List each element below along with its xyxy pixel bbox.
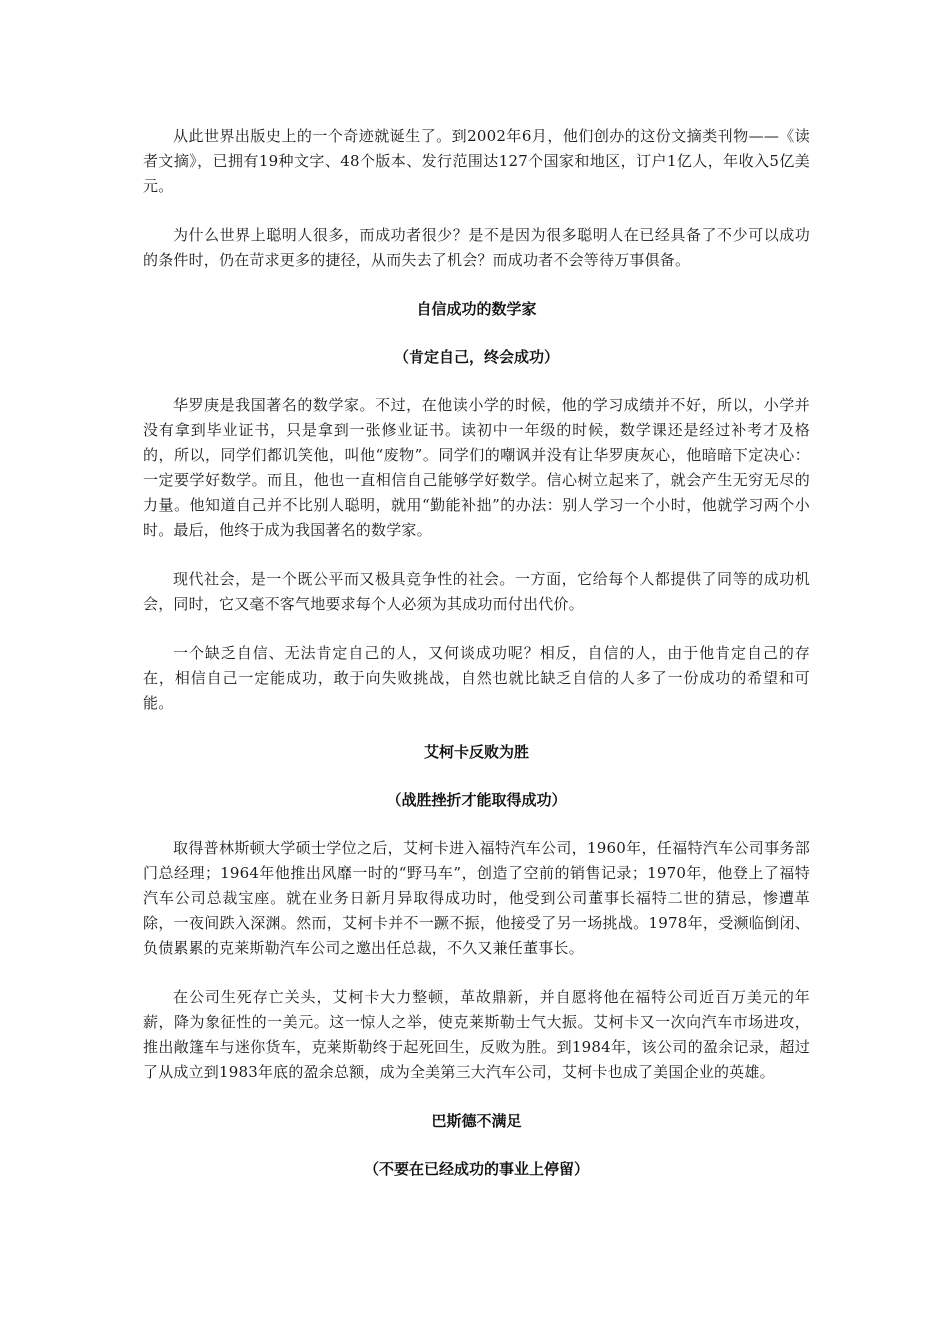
section-subtitle-affirm-yourself: （肯定自己，终会成功） [393,348,559,366]
section-subtitle-dont-stop: （不要在已经成功的事业上停留） [363,1160,589,1178]
document-page [143,124,810,1205]
section-subtitle-overcome-setbacks: （战胜挫折才能取得成功） [386,791,567,809]
paragraph-modern-society: 现代社会，是一个既公平而又极具竞争性的社会。一方面，它给每个人都提供了同等的成功机会，同时，它又毫不客气地要求每个人必须为其成功而付出代价。 [143,570,810,613]
paragraph-hua-luogeng: 华罗庚是我国著名的数学家。不过，在他读小学的时候，他的学习成绩并不好，所以，小学并没有拿到毕业证书，只是拿到一张修业证书。读初中一年级的时候，数学课还是经过补考才及格的，所以，同学们都讥笑他，叫他“废物”。同学们的嘲讽并没有让华罗庚灰心，他暗暗下定决心：一定要学好数学。而且，他也一直相信自己能够学好数学。信心树立起来了，就会产生无穷无尽的力量。他知道自己并不比别人聪明，就用“勤能补拙”的办法：别人学习一个小时，他就学习两个小时。最后，他终于成为我国著名的数学家。 [143,396,810,539]
paragraph-smart-people-vs-successful: 为什么世界上聪明人很多，而成功者很少？是不是因为很多聪明人在已经具备了不少可以成功的条件时，仍在苛求更多的捷径，从而失去了机会？而成功者不会等待万事俱备。 [143,226,810,269]
paragraph-self-confidence: 一个缺乏自信、无法肯定自己的人，又何谈成功呢？相反，自信的人，由于他肯定自己的存在，相信自己一定能成功，敢于向失败挑战，自然也就比缺乏自信的人多了一份成功的希望和可能。 [143,644,810,712]
section-title-iacocca: 艾柯卡反败为胜 [423,743,529,761]
paragraph-iacocca-chrysler: 在公司生死存亡关头，艾柯卡大力整顿，革故鼎新，并自愿将他在福特公司近百万美元的年薪，降为象征性的一美元。这一惊人之举，使克莱斯勒士气大振。艾柯卡又一次向汽车市场进攻，推出敞篷车与迷你货车，克莱斯勒终于起死回生，反败为胜。到1984年，该公司的盈余记录，超过了从成立到1983年底的盈余总额，成为全美第三大汽车公司，艾柯卡也成了美国企业的英雄。 [143,988,810,1081]
paragraph-iacocca-career: 取得普林斯顿大学硕士学位之后，艾柯卡进入福特汽车公司，1960年，任福特汽车公司事务部门总经理；1964年他推出风靡一时的“野马车”，创造了空前的销售记录；1970年，他登上了福特汽车公司总裁宝座。就在业务日新月异取得成功时，他受到公司董事长福特二世的猜忌，惨遭革除，一夜间跌入深渊。然而，艾柯卡并不一蹶不振，他接受了另一场挑战。1978年，受濒临倒闭、负债累累的克莱斯勒汽车公司之邀出任总裁，不久又兼任董事长。 [143,839,810,957]
section-title-pasteur: 巴斯德不满足 [431,1112,522,1130]
section-title-confident-mathematician: 自信成功的数学家 [416,300,537,318]
paragraph-readers-digest-success: 从此世界出版史上的一个奇迹就诞生了。到2002年6月，他们创办的这份文摘类刊物——《读者文摘》，已拥有19种文字、48个版本、发行范围达127个国家和地区，订户1亿人，年收入5亿美元。 [143,127,810,195]
